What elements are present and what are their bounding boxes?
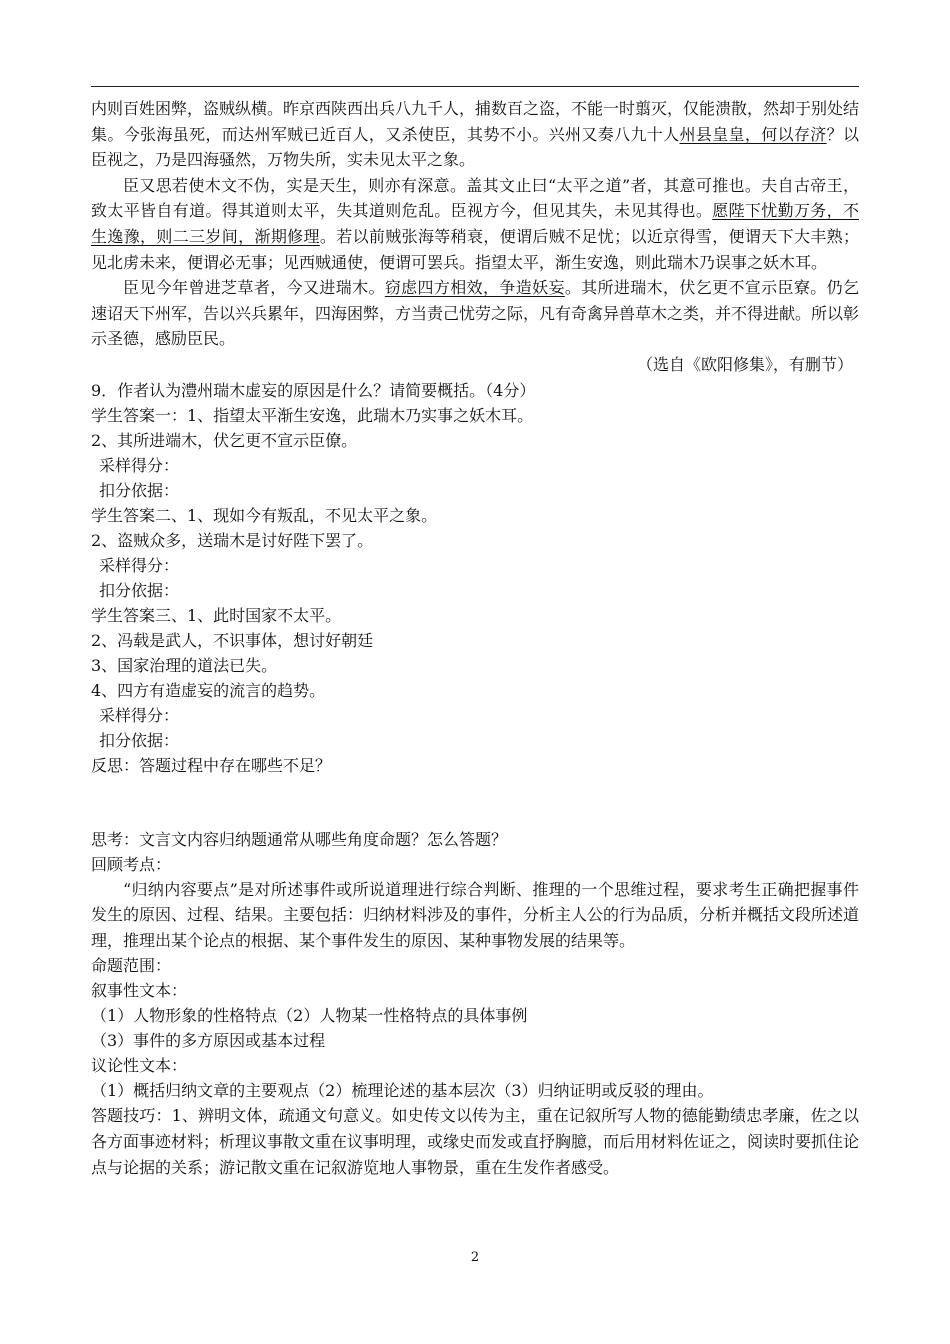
scope-label: 命题范围：: [91, 956, 172, 976]
question-prompt: 9．作者认为澧州瑞木虚妄的原因是什么？请简要概括。（4分）: [91, 380, 536, 400]
technique-paragraph: 答题技巧：1、辨明文体，疏通文句意义。如史传文以传为主，重在记叙所写人物的德能勤绩忠孝廉，佐之以各方面事迹材料；析理议事散文重在议事明理，或缘史而发或直抒胸臆，而后用材料佐证之，阅读时要抓住论点与论据的关系；游记散文重在记叙游览地人事物景，重在生发作者感受。: [91, 1106, 860, 1177]
basis-label: 扣分依据：: [99, 730, 180, 750]
passage-paragraph-3: 臣见今年曾进芝草者，今又进瑞木。窃虑四方相效，争造妖妄。其所进瑞木，伏乞更不宣示臣寮。仍乞速诏天下州军，告以兴兵累年，四海困弊，方当责己忧劳之际，凡有奇禽异兽草木之类，并不得进献。所以彰示圣德，感励臣民。: [91, 278, 860, 349]
definition-paragraph: “归纳内容要点”是对所述事件或所说道理进行综合判断、推理的一个思维过程，要求考生正确把握事件发生的原因、过程、结果。主要包括：归纳材料涉及的事件，分析主人公的行为品质，分析并概括文段所述道理，推理出某个论点的根据、某个事件发生的原因、某种事物发展的结果等。: [91, 879, 860, 950]
review-label: 回顾考点：: [91, 854, 172, 874]
answer-2-line-1: 学生答案二、1、现如今有叛乱，不见太平之象。: [91, 505, 438, 525]
spacer: [91, 778, 859, 827]
reflection-question: 反思：答题过程中存在哪些不足？: [91, 755, 332, 775]
think-question: 思考：文言文内容归纳题通常从哪些角度命题？怎么答题？: [91, 829, 508, 849]
narrative-item-2: （3）事件的多方原因或基本过程: [91, 1031, 326, 1051]
argument-item-1: （1）概括归纳文章的主要观点（2）梳理论述的基本层次（3）归纳证明或反驳的理由。: [91, 1081, 714, 1101]
page-number: 2: [470, 1250, 480, 1265]
answer-3-line-2: 2、冯载是武人，不识事体，想讨好朝廷: [91, 630, 374, 650]
passage-paragraph-1: 内则百姓困弊，盗贼纵横。昨京西陕西出兵八九千人，捕数百之盗，不能一时翦灭，仅能溃散，然却于别处结集。今张海虽死，而达州军贼已近百人，又杀使臣，其势不小。兴州又奏八九十人州县皇皇，何以存济？以臣视之，乃是四海骚然，万物失所，实未见太平之象。: [91, 99, 860, 170]
passage-source: （选自《欧阳修集》，有删节）: [636, 354, 853, 374]
basis-label: 扣分依据：: [99, 480, 180, 500]
header-rule: [91, 86, 859, 87]
argument-label: 议论性文本：: [91, 1056, 188, 1076]
answer-2-line-2: 2、盗贼众多，送瑞木是讨好陛下罢了。: [91, 530, 374, 550]
underlined-sentence: 愿陛下忧勤万务，不生逸豫，则二三岁间，渐期修理: [91, 201, 859, 246]
answer-3-line-1: 学生答案三、1、此时国家不太平。: [91, 605, 342, 625]
score-label: 采样得分：: [99, 455, 180, 475]
passage-paragraph-2: 臣又思若使木文不伪，实是天生，则亦有深意。盖其文止曰“太平之道”者，其意可推也。夫自古帝王，致太平皆自有道。得其道则太平，失其道则危乱。臣视方今，但见其失，未见其得也。愿陛下忧勤万务，不生逸豫，则二三岁间，渐期修理。若以前贼张海等稍衰，便谓后贼不足忧；以近京得雪，便谓天下大丰熟；见北虏未来，便谓必无事；见西贼通使，便谓可罢兵。指望太平，渐生安逸，则此瑞木乃误事之妖木耳。: [91, 175, 859, 272]
answer-1-line-2: 2、其所进端木，伏乞更不宣示臣僚。: [91, 430, 358, 450]
narrative-item-1: （1）人物形象的性格特点（2）人物某一性格特点的具体事例: [91, 1006, 528, 1026]
answer-1-line-1: 学生答案一：1、指望太平渐生安逸，此瑞木乃实事之妖木耳。: [91, 405, 534, 425]
score-label: 采样得分：: [99, 555, 180, 575]
score-label: 采样得分：: [99, 705, 180, 725]
basis-label: 扣分依据：: [99, 580, 180, 600]
answer-3-line-3: 3、国家治理的道法已失。: [91, 655, 278, 675]
page-content: [91, 96, 859, 1180]
underlined-sentence: 窃虑四方相效，争造妖妄: [384, 278, 565, 298]
narrative-label: 叙事性文本：: [91, 981, 188, 1001]
underlined-sentence: 州县皇皇，何以存济: [679, 124, 827, 144]
answer-3-line-4: 4、四方有造虚妄的流言的趋势。: [91, 680, 326, 700]
